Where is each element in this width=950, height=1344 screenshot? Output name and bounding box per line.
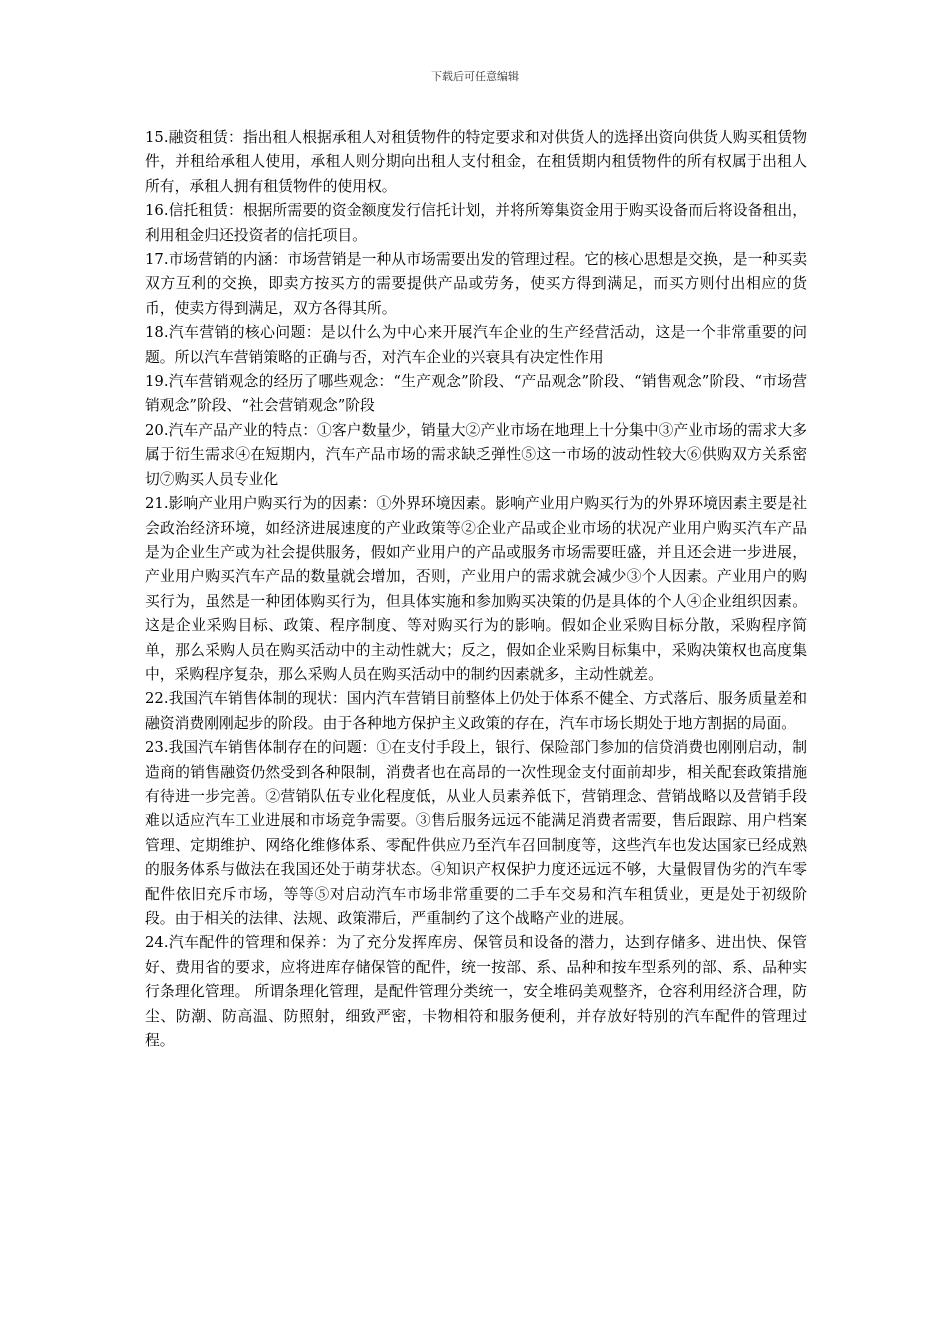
paragraph-24: 24.汽车配件的管理和保养：为了充分发挥库房、保管员和设备的潜力，达到存储多、进出快、保管好、费用省的要求，应将进库存储保管的配件，统一按部、系、品种和按车型系列的部、系、品种实行条理化管理。 所谓条理化管理，是配件管理分类统一，安全堆码美观整齐，仓容利用经济合理，防尘、防潮、防高温、防照射，细致严密，卡物相符和服务便利，并存放好特别的汽车配件的管理过程。: [145, 934, 807, 1050]
page-header: 下载后可任意编辑: [431, 70, 519, 83]
paragraph-16: 16.信托租赁：根据所需要的资金额度发行信托计划，并将所筹集资金用于购买设备而后将设备租出，利用租金归还投资者的信托项目。: [145, 202, 807, 244]
paragraph-23: 23.我国汽车销售体制存在的问题：①在支付手段上，银行、保险部门参加的信贷消费也刚刚启动，制造商的销售融资仍然受到各种限制，消费者也在高昂的一次性现金支付面前却步，相关配套政策措施有待进一步完善。②营销队伍专业化程度低，从业人员素养低下，营销理念、营销战略以及营销手段难以适应汽车工业进展和市场竞争需要。③售后服务远远不能满足消费者需要，售后跟踪、用户档案管理、定期维护、网络化维修体系、零配件供应乃至汽车召回制度等，这些汽车也发达国家已经成熟的服务体系与做法在我国还处于萌芽状态。④知识产权保护力度还远远不够，大量假冒伪劣的汽车零配件依旧充斥市场，等等⑤对启动汽车市场非常重要的二手车交易和汽车租赁业，更是处于初级阶段。由于相关的法律、法规、政策滞后，严重制约了这个战略产业的进展。: [145, 739, 807, 927]
paragraph-15: 15.融资租赁：指出租人根据承租人对租赁物件的特定要求和对供货人的选择出资向供货人购买租赁物件，并租给承租人使用，承租人则分期向出租人支付租金，在租赁期内租赁物件的所有权属于出租人所有，承租人拥有租赁物件的使用权。: [145, 129, 807, 195]
document-body: [145, 126, 807, 1053]
paragraph-21: 21.影响产业用户购买行为的因素：①外界环境因素。影响产业用户购买行为的外界环境因素主要是社会政治经济环境，如经济进展速度的产业政策等②企业产品或企业市场的状况产业用户购买汽车产品是为企业生产或为社会提供服务，假如产业用户的产品或服务市场需要旺盛，并且还会进一步进展，产业用户购买汽车产品的数量就会增加，否则，产业用户的需求就会减少③个人因素。产业用户的购买行为，虽然是一种团体购买行为，但具体实施和参加购买决策的仍是具体的个人④企业组织因素。这是企业采购目标、政策、程序制度、等对购买行为的影响。假如企业采购目标分散，采购程序简单，那么采购人员在购买活动中的主动性就大；反之，假如企业采购目标集中，采购决策权也高度集中，采购程序复杂，那么采购人员在购买活动中的制约因素就多，主动性就差。: [145, 495, 807, 683]
paragraph-22: 22.我国汽车销售体制的现状：国内汽车营销目前整体上仍处于体系不健全、方式落后、服务质量差和融资消费刚刚起步的阶段。由于各种地方保护主义政策的存在，汽车市场长期处于地方割据的局面。: [145, 690, 807, 732]
paragraph-18: 18.汽车营销的核心问题：是以什么为中心来开展汽车企业的生产经营活动，这是一个非常重要的问题。所以汽车营销策略的正确与否，对汽车企业的兴衰具有决定性作用: [145, 324, 807, 366]
paragraph-19: 19.汽车营销观念的经历了哪些观念：“生产观念”阶段、“产品观念”阶段、“销售观念”阶段、“市场营销观念”阶段、“社会营销观念”阶段: [145, 373, 807, 415]
paragraph-17: 17.市场营销的内涵：市场营销是一种从市场需要出发的管理过程。它的核心思想是交换，是一种买卖双方互利的交换，即卖方按买方的需要提供产品或劳务，使买方得到满足，而买方则付出相应的货币，使卖方得到满足，双方各得其所。: [145, 251, 807, 317]
paragraph-20: 20.汽车产品产业的特点：①客户数量少，销量大②产业市场在地理上十分集中③产业市场的需求大多属于衍生需求④在短期内，汽车产品市场的需求缺乏弹性⑤这一市场的波动性较大⑥供购双方关系密切⑦购买人员专业化: [145, 421, 807, 488]
